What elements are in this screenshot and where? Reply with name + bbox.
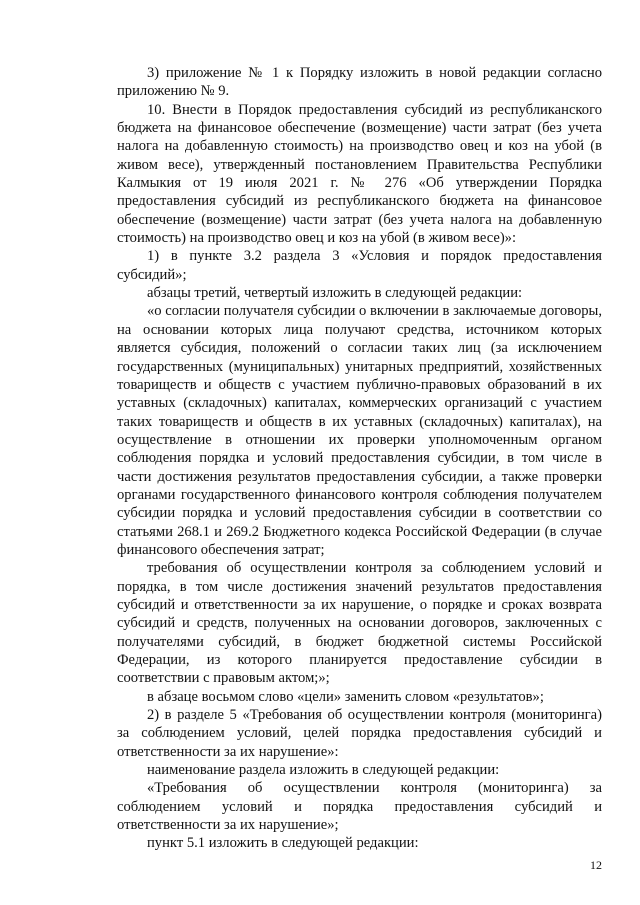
- page-number: 12: [590, 858, 602, 872]
- paragraph-control-requirements: требования об осуществлении контроля за соблюдением условий и порядка, в том числе достижения значений результатов предоставления субсидий и ответственности за их нарушение, о порядке и сроках возврата субсидий и средств, полученных на основании договоров, заключенных с получателями субсидий, в бюджет бюджетной системы Российской Федерации, из которого планируется предоставление субсидии в соответствии с правовым актом;»;: [117, 560, 602, 687]
- paragraph-appendix-9: 3) приложение № 1 к Порядку изложить в новой редакции согласно приложению № 9.: [117, 65, 602, 100]
- paragraph-section-title: наименование раздела изложить в следующей редакции:: [147, 762, 500, 779]
- paragraph-abzac-8: в абзаце восьмом слово «цели» заменить словом «результатов»;: [147, 688, 544, 705]
- paragraph-clause-3-2: 1) в пункте 3.2 раздела 3 «Условия и порядок предоставления субсидий»;: [117, 248, 602, 283]
- paragraph-clause-5-1: пункт 5.1 изложить в следующей редакции:: [147, 835, 419, 852]
- paragraph-abzacy: абзацы третий, четвертый изложить в следующей редакции:: [147, 285, 523, 302]
- paragraph-new-title-quote: «Требования об осуществлении контроля (мониторинга) за соблюдением условий и порядка предоставления субсидий и ответственности за их нарушение»;: [117, 780, 602, 834]
- paragraph-section-5: 2) в разделе 5 «Требования об осуществлении контроля (мониторинга) за соблюдением условий, целей порядка предоставления субсидий и ответственности за их нарушение»:: [117, 707, 602, 760]
- paragraph-consent-quote: «о согласии получателя субсидии о включении в заключаемые договоры, на основании которых лица получают средства, источником которых является субсидия, положений о согласии таких лиц (за исключением государственных (муниципальных) унитарных предприятий, хозяйственных товариществ и обществ с участием публично-правовых образований в их уставных (складочных) капиталах, коммерческих организаций с участием таких товариществ и обществ в их уставных (складочных) капиталах), на осуществление в отношении их проверки уполномоченным органом соблюдения порядка и условий предоставления субсидии, в том числе в части достижения результатов предоставления субсидии, а также проверки органами государственного финансового контроля соблюдения получателем субсидии порядка и условий предоставления субсидии в соответствии со статьями 268.1 и 269.2 Бюджетного кодекса Российской Федерации (в случае финансового обеспечения затрат;: [117, 303, 602, 558]
- paragraph-item-10: 10. Внести в Порядок предоставления субсидий из республиканского бюджета на финансовое обеспечение (возмещение) части затрат (без учета налога на добавленную стоимость) на производство овец и коз на убой (в живом весе), утвержденный постановлением Правительства Республики Калмыкия от 19 июля 2021 г. № 276 «Об утверждении Порядка предоставления субсидий из республиканского бюджета на финансовое обеспечение (возмещение) части затрат (без учета налога на добавленную стоимость) на производство овец и коз на убой (в живом весе)»:: [117, 101, 602, 247]
